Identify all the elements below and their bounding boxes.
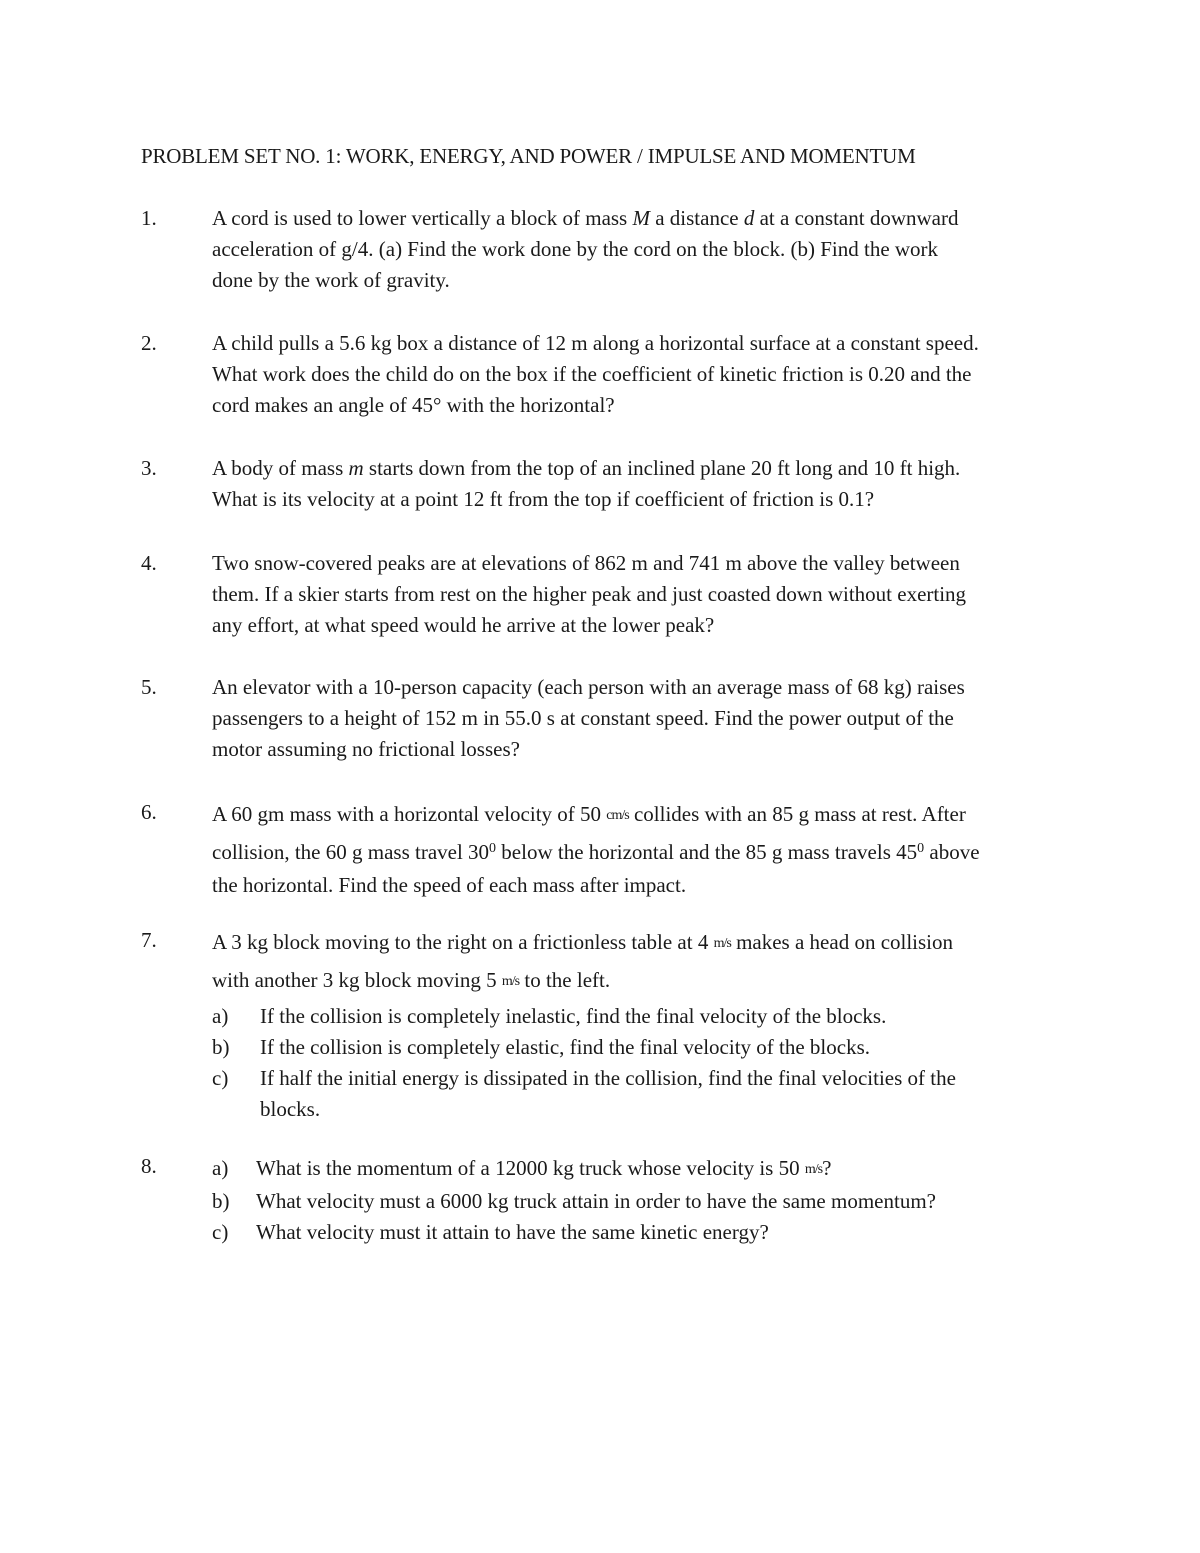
problem-line: A 60 gm mass with a horizontal velocity of 50 cm/s collides with an 85 g mass at rest. After	[212, 802, 966, 826]
problem-text	[212, 797, 1062, 901]
problem-line: collision, the 60 g mass travel $30^0$ below the horizontal and the 85 g mass travels $45^0$ above	[212, 840, 980, 864]
subpart-c	[212, 1063, 1062, 1094]
unit-m-per-s: m/s	[713, 936, 731, 951]
problem-line: the horizontal. Find the speed of each mass after impact.	[212, 873, 687, 897]
problem-text	[212, 203, 1062, 296]
problem-line: any effort, at what speed would he arrive at the lower peak?	[212, 613, 715, 637]
problem-number: 7.	[141, 928, 157, 952]
unit-cm-per-s: cm/s	[606, 808, 629, 823]
problem-line: with another 3 kg block moving 5 m/s to the left.	[212, 968, 611, 992]
subpart-label: a)	[212, 1156, 229, 1180]
problem-line: Two snow-covered peaks are at elevations of 862 m and 741 m above the valley between	[212, 551, 960, 575]
problem-line: motor assuming no frictional losses?	[212, 737, 520, 761]
subpart-text: What velocity must a 6000 kg truck attain in order to have the same momentum?	[256, 1189, 936, 1213]
problem-line: A child pulls a 5.6 kg box a distance of 12 m along a horizontal surface at a constant speed.	[212, 331, 979, 355]
problem-text	[212, 453, 1062, 515]
subpart-text: What is the momentum of a 12000 kg truck whose velocity is 50 m/s?	[256, 1156, 832, 1180]
problem-line: cord makes an angle of 45° with the horizontal?	[212, 393, 615, 417]
problem-line: acceleration of g/4. (a) Find the work done by the cord on the block. (b) Find the work	[212, 237, 939, 261]
problem-number: 6.	[141, 800, 157, 824]
problem-number: 8.	[141, 1154, 157, 1178]
problem-number: 5.	[141, 675, 157, 699]
problem-text	[212, 925, 1062, 1125]
subpart-text: If the collision is completely inelastic, find the final velocity of the blocks.	[260, 1004, 887, 1028]
problem-line: An elevator with a 10-person capacity (each person with an average mass of 68 kg) raises	[212, 675, 965, 699]
problem-number: 2.	[141, 331, 157, 355]
subpart-b	[212, 1032, 1062, 1063]
subpart-text: What velocity must it attain to have the same kinetic energy?	[256, 1220, 769, 1244]
problem-line: passengers to a height of 152 m in 55.0 s at constant speed. Find the power output of the	[212, 706, 954, 730]
unit-m-per-s: m/s	[501, 974, 520, 989]
problem-number: 1.	[141, 206, 157, 230]
problem-number: 3.	[141, 456, 157, 480]
subpart-c-continued	[212, 1094, 1062, 1125]
subpart-text: blocks.	[260, 1097, 321, 1121]
problem-number: 4.	[141, 551, 157, 575]
problem-text	[212, 328, 1062, 421]
subpart-label: b)	[212, 1189, 230, 1213]
subpart-label: c)	[212, 1066, 229, 1090]
subpart-label: a)	[212, 1004, 229, 1028]
problem-line: What is its velocity at a point 12 ft from the top if coefficient of friction is 0.1?	[212, 487, 875, 511]
subpart-label: b)	[212, 1035, 230, 1059]
subpart-b	[212, 1186, 1062, 1217]
problem-text	[212, 1151, 1062, 1248]
problem-line: A cord is used to lower vertically a block of mass M a distance d at a constant downward	[212, 206, 959, 230]
problem-line: done by the work of gravity.	[212, 268, 450, 292]
subpart-text: If half the initial energy is dissipated in the collision, find the final velocities of the	[260, 1066, 956, 1090]
problem-line: What work does the child do on the box if the coefficient of kinetic friction is 0.20 and the	[212, 362, 972, 386]
subpart-a	[212, 1151, 1062, 1186]
problem-text	[212, 672, 1062, 765]
problem-line: A 3 kg block moving to the right on a frictionless table at 4 m/s makes a head on collision	[212, 930, 954, 954]
subpart-text: If the collision is completely elastic, find the final velocity of the blocks.	[260, 1035, 871, 1059]
problem-line: A body of mass m starts down from the top of an inclined plane 20 ft long and 10 ft high.	[212, 456, 961, 480]
page-title: PROBLEM SET NO. 1: WORK, ENERGY, AND POWER / IMPULSE AND MOMENTUM	[141, 144, 916, 168]
unit-m-per-s: m/s	[804, 1162, 823, 1177]
problem-text	[212, 548, 1062, 641]
subpart-a	[212, 1001, 1062, 1032]
problem-line: them. If a skier starts from rest on the higher peak and just coasted down without exerting	[212, 582, 967, 606]
subpart-c	[212, 1217, 1062, 1248]
subpart-label: c)	[212, 1220, 229, 1244]
